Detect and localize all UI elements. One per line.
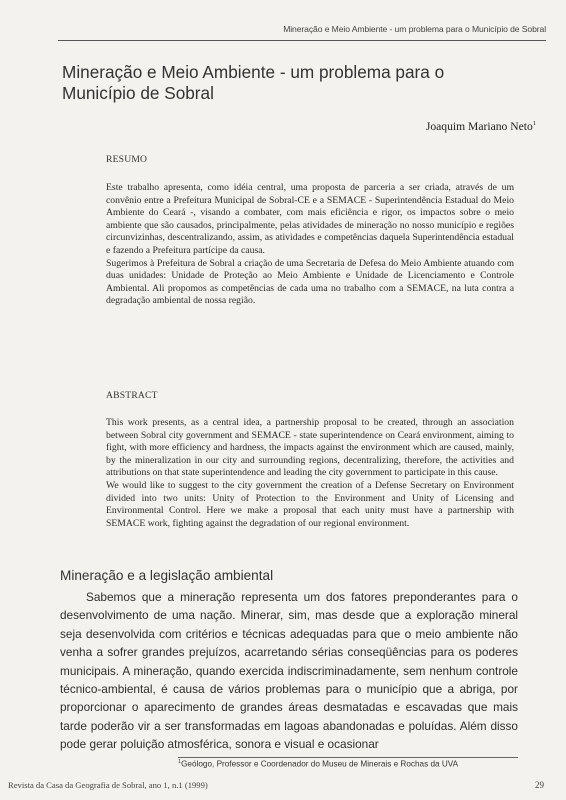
author-name: Joaquim Mariano Neto [425,120,533,133]
page-number: 29 [535,780,544,790]
resumo-body [106,182,514,308]
running-head: Mineração e Meio Ambiente - um problema para o Município de Sobral [283,24,546,34]
author-footnote-mark: 1 [532,120,536,128]
footnote-text: Geólogo, Professor e Coordenador do Museu de Minerais e Rochas da UVA [181,759,459,769]
footnote-rule [178,757,518,758]
footnote [178,759,458,769]
section-paragraph: Sabemos que a mineração representa um dos fatores preponderantes para o desenvolvimento de uma nação. Minerar, sim, mas desde que a exploração mineral seja desenvolvida com critérios e técnicas adequadas para que o meio ambiente não venha a sofrer grandes prejuízos, acarretando sérias conseqüências para os poderes municipais. A mineração, quando exercida indiscriminadamente, sem nenhum controle técnico-ambiental, é causa de vários problemas para o município que a abriga, por proporcionar o aparecimento de grandes áreas desmatadas e escavadas que mais tarde poderão vir a ser transformadas em lagoas abandonadas e poluídas. Além disso pode gerar poluição atmosférica, sonora e visual e ocasionar [60,590,518,752]
journal-citation: Revista da Casa da Geografia de Sobral, ano 1, n.1 (1999) [8,780,208,790]
header-rule [58,40,546,41]
abstract-body [106,417,514,530]
resumo-label: RESUMO [106,154,148,165]
author-line [426,120,536,133]
abstract-paragraph: We would like to suggest to the city government the creation of a Defense Secretary on Environment divided into two units: Unity of Protection to the Environment and Unity of Licensing and Environmental Control. Here we make a proposal that each unity must have a partnership with SEMACE work, fighting against the degradation of our regional environment. [106,479,514,529]
article-title: Mineração e Meio Ambiente - um problema para o Município de Sobral [62,62,445,103]
abstract-label: ABSTRACT [106,390,158,401]
resumo-paragraph: Sugerimos à Prefeitura de Sobral a criação de uma Secretaria de Defesa do Meio Ambiente atuando com duas unidades: Unidade de Proteção ao Meio Ambiente e Unidade de Licenciamento e Controle Ambiental. Ali propomos as competências de cada uma no trabalho com a SEMACE, na luta contra a degradação ambiental de nossa região. [106,257,514,307]
resumo-paragraph: Este trabalho apresenta, como idéia central, uma proposta de parceria a ser criada, através de um convênio entre a Prefeitura Municipal de Sobral-CE e a SEMACE - Superintendência Estadual do Meio Ambiente do Ceará -, visando a combater, com mais eficiência e rigor, os impactos sobre o meio ambiente que são causados, principalmente, pelas atividades de mineração no nosso município e regiões circunvizinhas, descentralizando, assim, as atividades e competências daquela Superintendência estadual e fazendo a Prefeitura partícipe da causa. [106,182,514,256]
abstract-paragraph: This work presents, as a central idea, a partnership proposal to be created, through an association between Sobral city government and SEMACE - state superintendence on Ceará environment, aiming to fight, with more efficiency and hardness, the impacts against the environment which are caused, mainly, by the mineralization in our city and surrounding regions, decentralizing, therefore, the activities and attributions on that state superintendence and leading the city government to participate in this cause. [106,417,514,479]
section-heading: Mineração e a legislação ambiental [60,568,274,583]
footnote-mark: 1 [178,759,182,765]
